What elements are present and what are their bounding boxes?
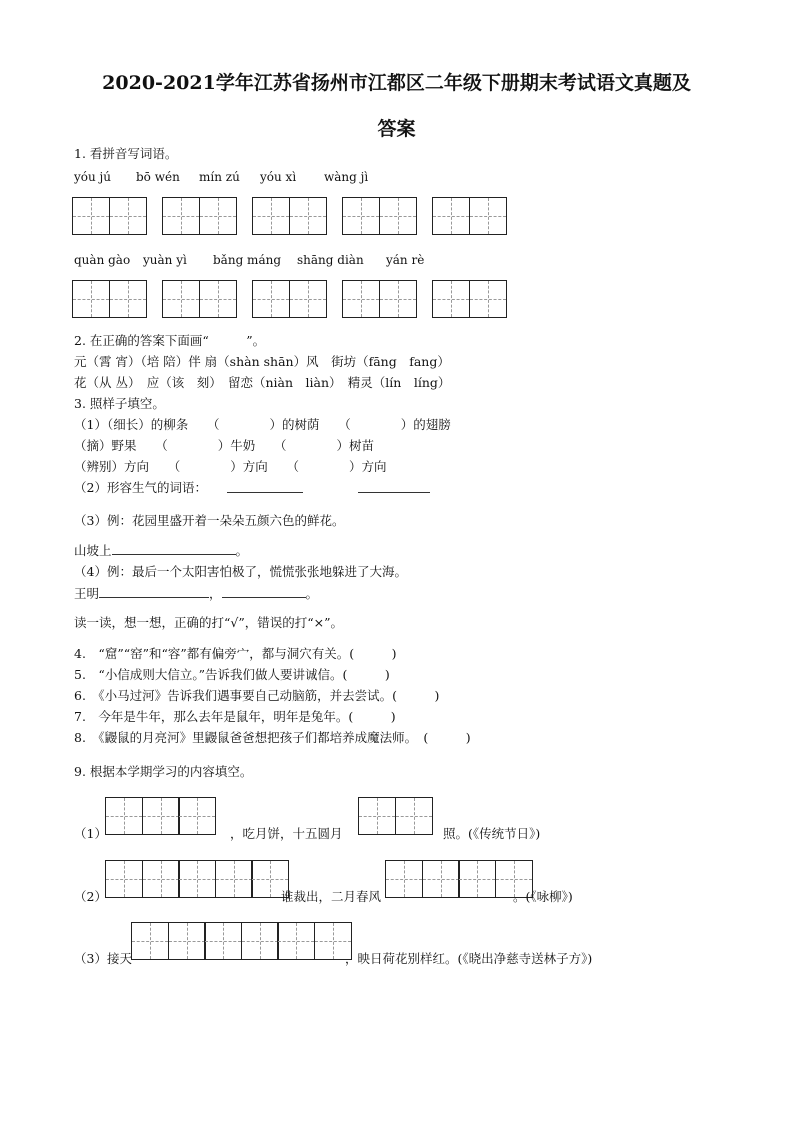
judge-item-7[interactable]: 7. 今年是牛年，那么去年是鼠年，明年是兔年。( ) bbox=[74, 709, 396, 724]
judge-item-6[interactable]: 6. 《小马过河》告诉我们遇事要自己动脑筋，并去尝试。( ) bbox=[74, 688, 440, 703]
q1-pinyin-3: mín zú bbox=[199, 170, 240, 184]
answer-grid[interactable] bbox=[252, 280, 327, 318]
q3-s4-end: 。 bbox=[305, 586, 319, 601]
q1-pinyin-4: yóu xì bbox=[260, 170, 297, 184]
answer-grid[interactable] bbox=[252, 197, 327, 235]
judge-item-8[interactable]: 8. 《鼹鼠的月亮河》里鼹鼠爸爸想把孩子们都培养成魔法师。 ( ) bbox=[74, 730, 471, 745]
answer-grid[interactable] bbox=[432, 280, 507, 318]
q3-s3-prompt: 山坡上 bbox=[74, 543, 112, 558]
q9-heading: 9. 根据本学期学习的内容填空。 bbox=[74, 764, 253, 779]
q9-l2-num: （2） bbox=[74, 889, 107, 904]
q9-l2-mid: 谁裁出，二月春风 bbox=[281, 889, 382, 904]
q1-pinyin-2: bō wén bbox=[136, 170, 180, 184]
q9-l1-mid: ，吃月饼，十五圆月 bbox=[230, 826, 343, 841]
q1-pinyin-6: quàn gào bbox=[74, 253, 131, 267]
answer-grid[interactable] bbox=[162, 197, 237, 235]
q2-line1: 元（霄 宵）（培 陪）伴 扇（shàn shān）风 街坊（fāng fang） bbox=[74, 354, 450, 369]
q1-pinyin-8: bǎng máng bbox=[213, 253, 282, 267]
page-title-line2: 答案 bbox=[377, 118, 416, 140]
q3-s2-blank-1[interactable] bbox=[227, 480, 303, 497]
answer-grid[interactable] bbox=[162, 280, 237, 318]
q2-heading: 2. 在正确的答案下面画“ ”。 bbox=[74, 333, 266, 348]
judge-intro: 读一读，想一想，正确的打“√”，错误的打“×”。 bbox=[74, 615, 344, 630]
q3-s4-example: （4）例：最后一个太阳害怕极了，慌慌张张地躲进了大海。 bbox=[74, 564, 407, 579]
judge-item-5[interactable]: 5. “小信成则大信立。”告诉我们做人要讲诚信。( ) bbox=[74, 667, 390, 682]
q3-s1-line1: （1）（细长）的柳条 （ ）的树荫 （ ）的翅膀 bbox=[74, 417, 451, 432]
q3-s2-blank-2[interactable] bbox=[358, 480, 430, 497]
answer-grid[interactable] bbox=[72, 280, 147, 318]
page-title-line1: 2020-2021学年江苏省扬州市江都区二年级下册期末考试语文真题及 bbox=[102, 72, 691, 94]
judge-item-4[interactable]: 4. “窟”“窑”和“容”都有偏旁宀，都与洞穴有关。( ) bbox=[74, 646, 397, 661]
q3-s4-answer[interactable] bbox=[74, 585, 318, 602]
q3-s3-answer[interactable] bbox=[74, 542, 248, 559]
q1-pinyin-9: shāng diàn bbox=[297, 253, 364, 267]
q3-s3-example: （3）例：花园里盛开着一朵朵五颜六色的鲜花。 bbox=[74, 513, 345, 528]
q3-s4-sep: ， bbox=[209, 586, 222, 601]
q3-s4-prompt: 王明 bbox=[74, 586, 100, 601]
answer-grid[interactable] bbox=[385, 860, 533, 898]
q1-heading: 1. 看拼音写词语。 bbox=[74, 146, 178, 161]
q1-pinyin-7: yuàn yì bbox=[143, 253, 187, 267]
q9-l2-end: 。(《咏柳》) bbox=[513, 889, 573, 904]
answer-grid[interactable] bbox=[432, 197, 507, 235]
answer-grid[interactable] bbox=[131, 922, 352, 960]
q3-s2-label: （2）形容生气的词语： bbox=[74, 480, 207, 495]
q3-s3-end: 。 bbox=[235, 543, 249, 558]
answer-grid[interactable] bbox=[72, 197, 147, 235]
q2-line2: 花（从 丛） 应（该 刻） 留恋（niàn liàn） 精灵（lín líng） bbox=[74, 375, 451, 390]
answer-grid[interactable] bbox=[342, 197, 417, 235]
q9-l3-num: （3）接天 bbox=[74, 951, 132, 966]
q9-l1-end: 照。(《传统节日》) bbox=[443, 826, 541, 841]
q9-l1-num: （1） bbox=[74, 826, 107, 841]
q1-pinyin-5: wàng jì bbox=[324, 170, 369, 184]
q1-pinyin-1: yóu jú bbox=[74, 170, 111, 184]
q9-l3-end: ，映日荷花别样红。(《晓出净慈寺送林子方》) bbox=[345, 951, 593, 966]
q3-s1-line2: （摘）野果 （ ）牛奶 （ ）树苗 bbox=[74, 438, 375, 453]
answer-grid[interactable] bbox=[105, 797, 216, 835]
q3-heading: 3. 照样子填空。 bbox=[74, 396, 165, 411]
answer-grid[interactable] bbox=[358, 797, 433, 835]
answer-grid[interactable] bbox=[105, 860, 289, 898]
q3-s1-line3: （辨别）方向 （ ）方向 （ ）方向 bbox=[74, 459, 387, 474]
answer-grid[interactable] bbox=[342, 280, 417, 318]
q1-pinyin-10: yán rè bbox=[386, 253, 425, 267]
